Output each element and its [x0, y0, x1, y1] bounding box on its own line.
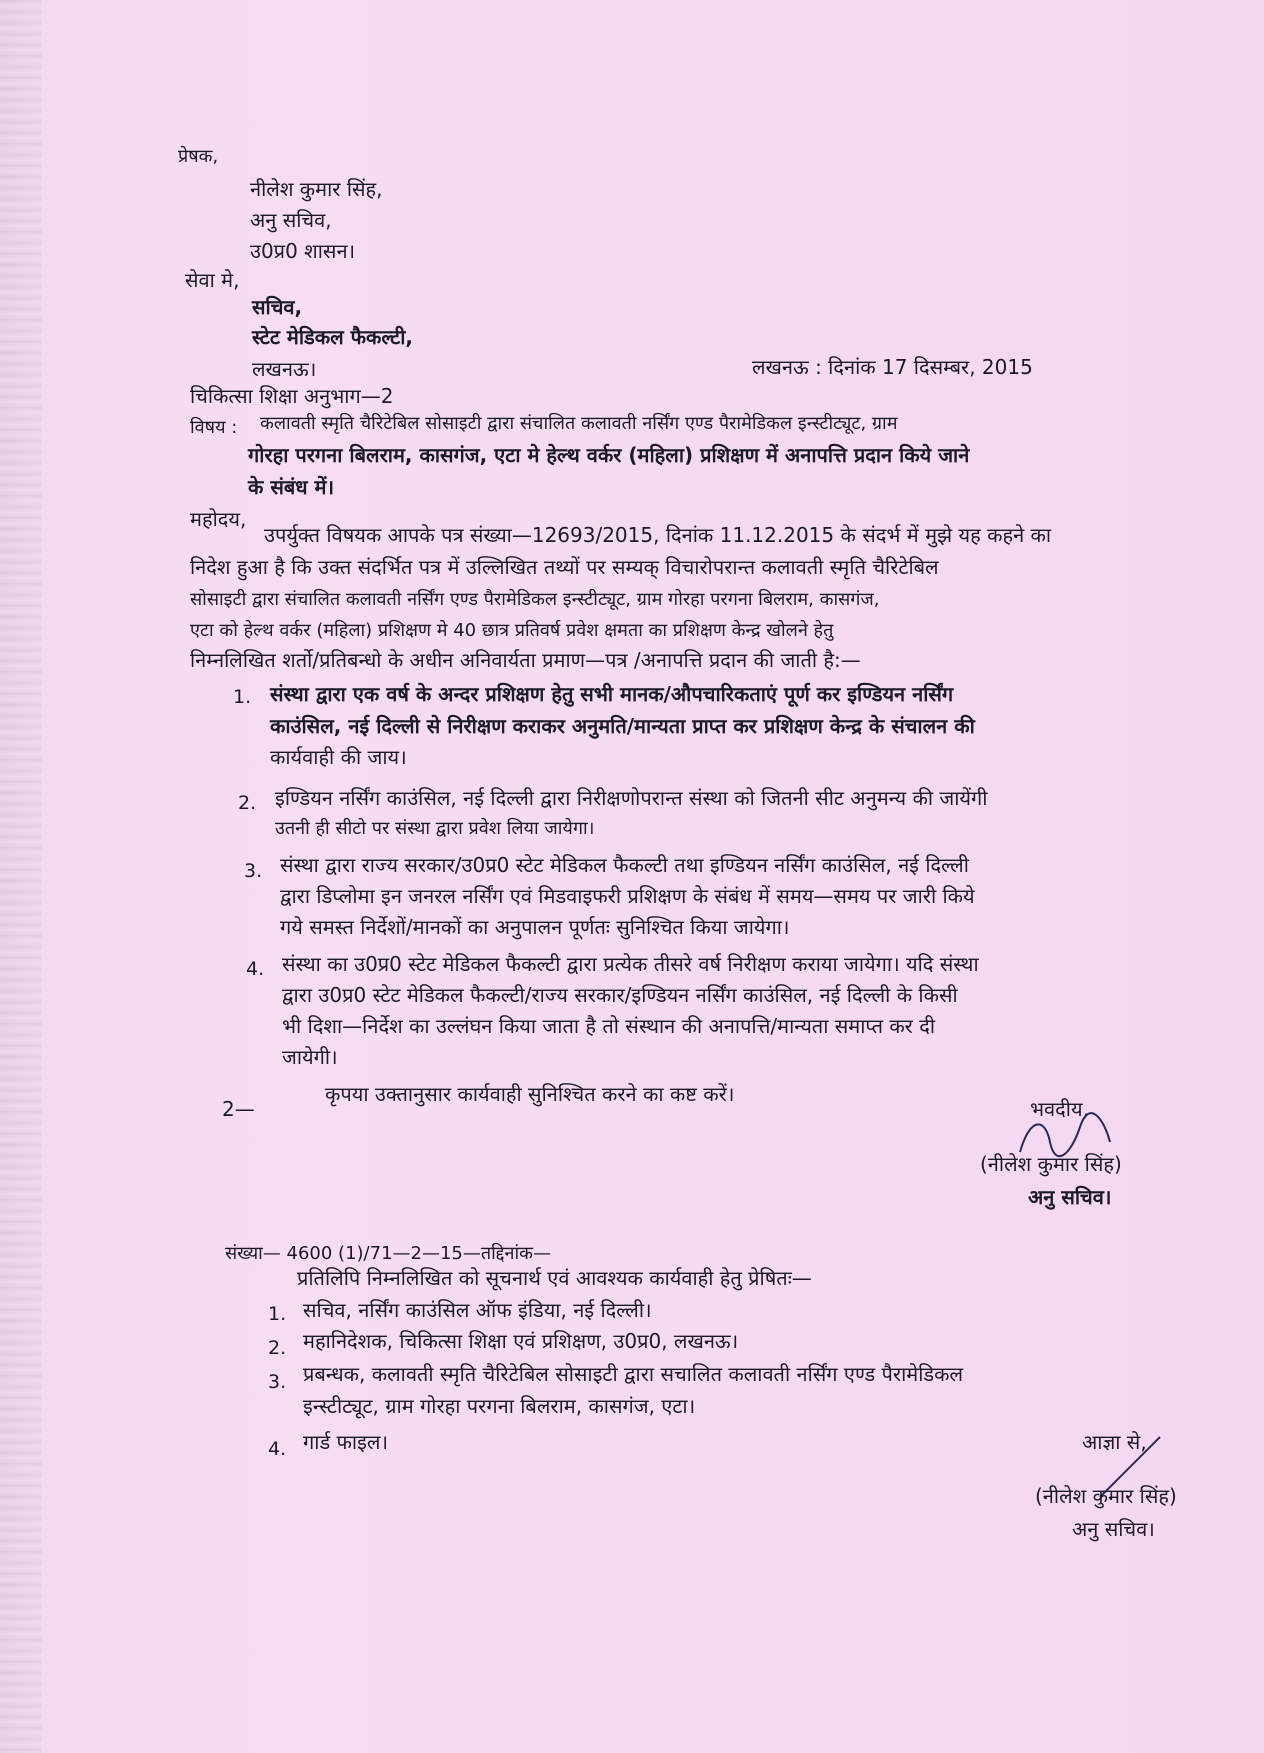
condition-number: 1. [233, 686, 252, 708]
copy-recipient-line: महानिदेशक, चिकित्सा शिक्षा एवं प्रशिक्षण, उ0प्र0, लखनऊ। [303, 1329, 739, 1353]
order-label: आज्ञा से, [1082, 1430, 1147, 1454]
copy-recipient-line: सचिव, नर्सिंग काउंसिल ऑफ इंडिया, नई दिल्ली। [303, 1298, 652, 1322]
signatory-designation: अनु सचिव। [1028, 1185, 1112, 1209]
condition-line: उतनी ही सीटो पर संस्था द्वारा प्रवेश लिया जायेगा। [275, 818, 595, 839]
copy-recipient-line: इन्स्टीट्यूट, ग्राम गोरहा परगना बिलराम, कासगंज, एटा। [303, 1394, 696, 1418]
copy-signatory-name: (नीलेश कुमार सिंह) [1035, 1484, 1177, 1508]
condition-line: संस्था का उ0प्र0 स्टेट मेडिकल फैकल्टी द्वारा प्रत्येक तीसरे वर्ष निरीक्षण कराया जायेगा। यदि संस्था [282, 952, 979, 976]
closing: भवदीय, [1030, 1097, 1089, 1121]
subject-line: कलावती स्मृति चैरिटेबिल सोसाइटी द्वारा संचालित कलावती नर्सिंग एण्ड पैरामेडिकल इन्स्टीट्यूट, ग्राम [260, 413, 898, 434]
sender-name: नीलेश कुमार सिंह, [250, 177, 383, 201]
copy-recipient-line: गार्ड फाइल। [303, 1430, 389, 1454]
to-label: सेवा मे, [185, 268, 240, 292]
condition-number: 3. [244, 860, 263, 882]
paragraph-line: निम्नलिखित शर्तो/प्रतिबन्धो के अधीन अनिवार्यता प्रमाण—पत्र /अनापत्ति प्रदान की जाती है:— [190, 648, 861, 672]
sender-designation: अनु सचिव, [250, 208, 332, 232]
condition-line: द्वारा उ0प्र0 स्टेट मेडिकल फैकल्टी/राज्य सरकार/इण्डियन नर्सिंग काउंसिल, नई दिल्ली के किसी [282, 983, 958, 1007]
paragraph-number: 2— [222, 1097, 255, 1121]
copy-number: संख्या— 4600 (1)/71—2—15—तद्दिनांक— [225, 1243, 551, 1264]
sender-office: उ0प्र0 शासन। [250, 239, 356, 263]
paragraph-line: एटा को हेल्थ वर्कर (महिला) प्रशिक्षण मे 40 छात्र प्रतिवर्ष प्रवेश क्षमता का प्रशिक्षण केन्द्र खोलने हेतु [190, 620, 834, 641]
recipient-title: सचिव, [252, 295, 303, 319]
condition-line: काउंसिल, नई दिल्ली से निरीक्षण कराकर अनुमति/मान्यता प्राप्त कर प्रशिक्षण केन्द्र के संचालन की [270, 714, 975, 738]
paragraph-line: उपर्युक्त विषयक आपके पत्र संख्या—12693/2015, दिनांक 11.12.2015 के संदर्भ में मुझे यह कहने का [264, 523, 1052, 547]
condition-line: द्वारा डिप्लोमा इन जनरल नर्सिंग एवं मिडवाइफरी प्रशिक्षण के संबंध में समय—समय पर जारी किये [280, 884, 975, 908]
salutation: महोदय, [190, 507, 247, 531]
department-name: चिकित्सा शिक्षा अनुभाग—2 [190, 384, 394, 408]
copy-signatory-designation: अनु सचिव। [1072, 1517, 1155, 1541]
condition-number: 4. [246, 958, 265, 980]
paragraph-text: कृपया उक्तानुसार कार्यवाही सुनिश्चित करने का कष्ट करें। [325, 1082, 735, 1106]
paragraph-line: सोसाइटी द्वारा संचालित कलावती नर्सिंग एण्ड पैरामेडिकल इन्स्टीट्यूट, ग्राम गोरहा परगना बिलराम, कासगंज, [190, 589, 880, 610]
subject-label: विषय : [190, 417, 238, 438]
copy-recipient-number: 4. [268, 1438, 287, 1460]
scan-edge [0, 0, 42, 1753]
subject-line: के संबंध में। [248, 475, 335, 499]
copy-intro: प्रतिलिपि निम्नलिखित को सूचनार्थ एवं आवश्यक कार्यवाही हेतु प्रेषितः— [297, 1266, 812, 1290]
copy-recipient-number: 3. [268, 1371, 287, 1393]
condition-line: जायेगी। [282, 1045, 338, 1069]
copy-recipient-number: 2. [268, 1337, 287, 1359]
copy-recipient-line: प्रबन्धक, कलावती स्मृति चैरिटेबिल सोसाइटी द्वारा सचालित कलावती नर्सिंग एण्ड पैरामेडिकल [303, 1362, 964, 1386]
copy-recipient-number: 1. [268, 1303, 287, 1325]
subject-line: गोरहा परगना बिलराम, कासगंज, एटा मे हेल्थ वर्कर (महिला) प्रशिक्षण में अनापत्ति प्रदान किये जाने [248, 443, 970, 467]
paragraph-line: निदेश हुआ है कि उक्त संदर्भित पत्र में उल्लिखित तथ्यों पर सम्यक् विचारोपरान्त कलावती स्मृति चैरिटेबिल [190, 555, 939, 579]
recipient-city: लखनऊ। [252, 357, 317, 381]
condition-line: संस्था द्वारा राज्य सरकार/उ0प्र0 स्टेट मेडिकल फैकल्टी तथा इण्डियन नर्सिंग काउंसिल, नई दिल्ली [280, 853, 969, 877]
from-label: प्रेषक, [178, 146, 219, 167]
condition-line: इण्डियन नर्सिंग काउंसिल, नई दिल्ली द्वारा निरीक्षणोपरान्त संस्था को जितनी सीट अनुमन्य की जायेंगी [275, 786, 988, 810]
condition-line: गये समस्त निर्देशों/मानकों का अनुपालन पूर्णतः सुनिश्चित किया जायेगा। [280, 915, 790, 939]
condition-number: 2. [238, 792, 257, 814]
recipient-office: स्टेट मेडिकल फैकल्टी, [252, 325, 413, 349]
condition-line: भी दिशा—निर्देश का उल्लंघन किया जाता है तो संस्थान की अनापत्ति/मान्यता समाप्त कर दी [282, 1014, 936, 1038]
place-date: लखनऊ : दिनांक 17 दिसम्बर, 2015 [752, 355, 1033, 379]
condition-line: कार्यवाही की जाय। [270, 745, 407, 769]
condition-line: संस्था द्वारा एक वर्ष के अन्दर प्रशिक्षण हेतु सभी मानक/औपचारिकताएं पूर्ण कर इण्डियन नर्सिंग [270, 682, 954, 706]
signatory-name: (नीलेश कुमार सिंह) [980, 1152, 1122, 1176]
